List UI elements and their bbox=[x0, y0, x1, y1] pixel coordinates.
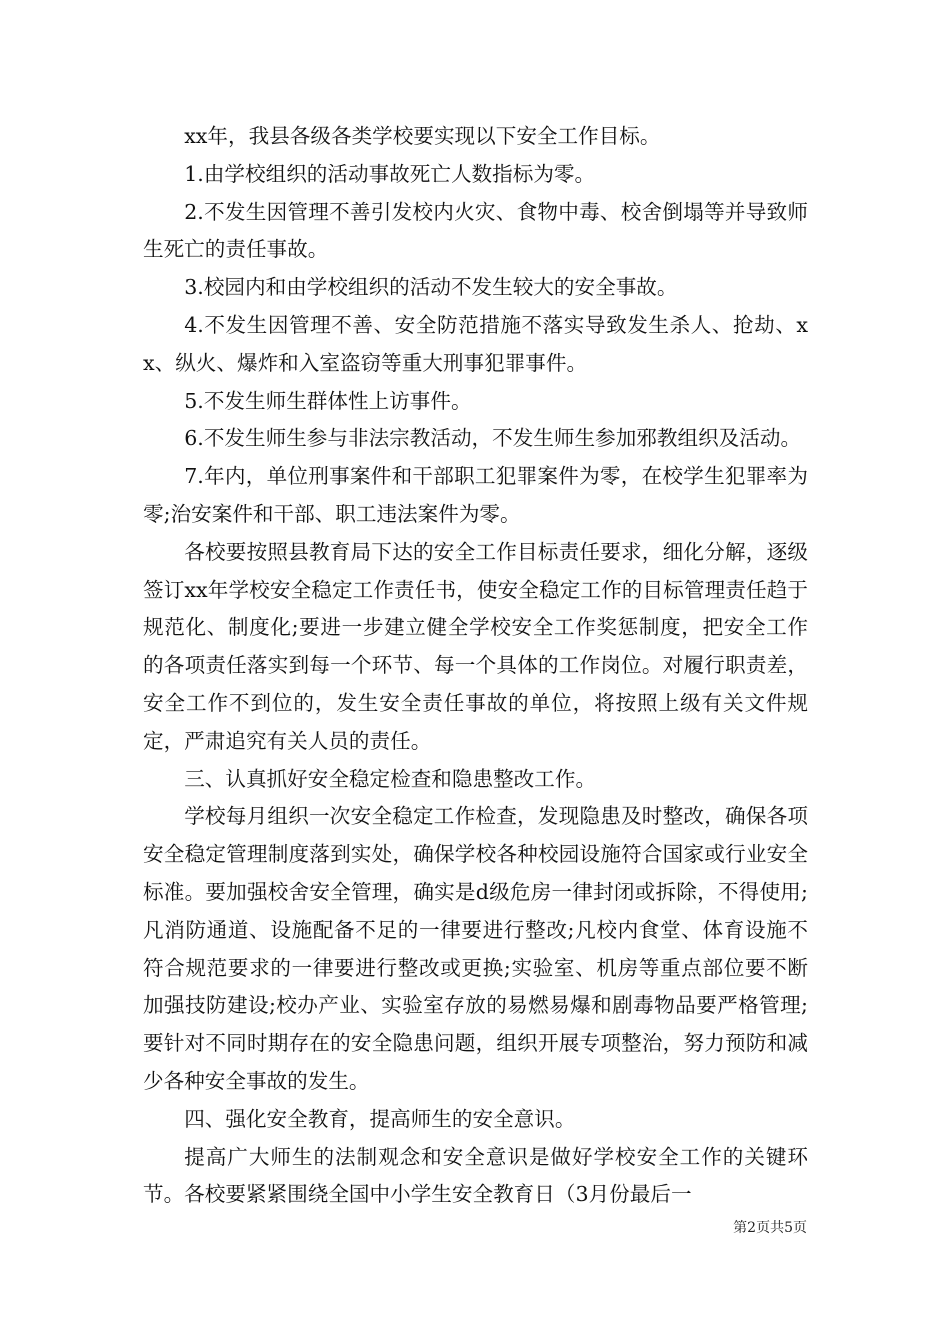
paragraph-responsibility: 各校要按照县教育局下达的安全工作目标责任要求，细化分解，逐级签订xx年学校安全稳定工作责任书，使安全稳定工作的目标管理责任趋于规范化、制度化;要进一步建立健全学校安全工作奖惩制度，把安全工作的各项责任落实到每一个环节、每一个具体的工作岗位。对履行职责差，安全工作不到位的，发生安全责任事故的单位，将按照上级有关文件规定，严肃追究有关人员的责任。 bbox=[143, 539, 808, 753]
paragraph-goal-1: 1.由学校组织的活动事故死亡人数指标为零。 bbox=[184, 161, 596, 186]
paragraph-intro: xx年，我县各级各类学校要实现以下安全工作目标。 bbox=[184, 124, 661, 148]
document-body bbox=[143, 118, 808, 1214]
section-heading-4: 四、强化安全教育，提高师生的安全意识。 bbox=[184, 1106, 576, 1131]
paragraph-goal-5: 5.不发生师生群体性上访事件。 bbox=[184, 388, 472, 413]
paragraph-goal-4: 4.不发生因管理不善、安全防范措施不落实导致发生杀人、抢劫、xx、纵火、爆炸和入室盗窃等重大刑事犯罪事件。 bbox=[143, 312, 808, 375]
paragraph-goal-3: 3.校园内和由学校组织的活动不发生较大的安全事故。 bbox=[184, 275, 678, 300]
paragraph-inspection: 学校每月组织一次安全稳定工作检查，发现隐患及时整改，确保各项安全稳定管理制度落到实处，确保学校各种校园设施符合国家或行业安全标准。要加强校舍安全管理，确实是d级危房一律封闭或拆除，不得使用;凡消防通道、设施配备不足的一律要进行整改;凡校内食堂、体育设施不符合规范要求的一律要进行整改或更换;实验室、机房等重点部位要不断加强技防建设;校办产业、实验室存放的易燃易爆和剧毒物品要严格管理;要针对不同时期存在的安全隐患问题，组织开展专项整治，努力预防和减少各种安全事故的发生。 bbox=[143, 804, 808, 1093]
paragraph-goal-6: 6.不发生师生参与非法宗教活动，不发生师生参加邪教组织及活动。 bbox=[184, 426, 802, 451]
page-number: 第2页共5页 bbox=[733, 1220, 807, 1236]
paragraph-goal-2: 2.不发生因管理不善引发校内火灾、食物中毒、校舍倒塌等并导致师生死亡的责任事故。 bbox=[143, 199, 808, 262]
section-heading-3: 三、认真抓好安全稳定检查和隐患整改工作。 bbox=[184, 766, 597, 791]
paragraph-education: 提高广大师生的法制观念和安全意识是做好学校安全工作的关键环节。各校要紧紧围绕全国中小学生安全教育日（3月份最后一 bbox=[143, 1144, 808, 1207]
paragraph-goal-7: 7.年内，单位刑事案件和干部职工犯罪案件为零，在校学生犯罪率为零;治安案件和干部、职工违法案件为零。 bbox=[143, 464, 808, 526]
